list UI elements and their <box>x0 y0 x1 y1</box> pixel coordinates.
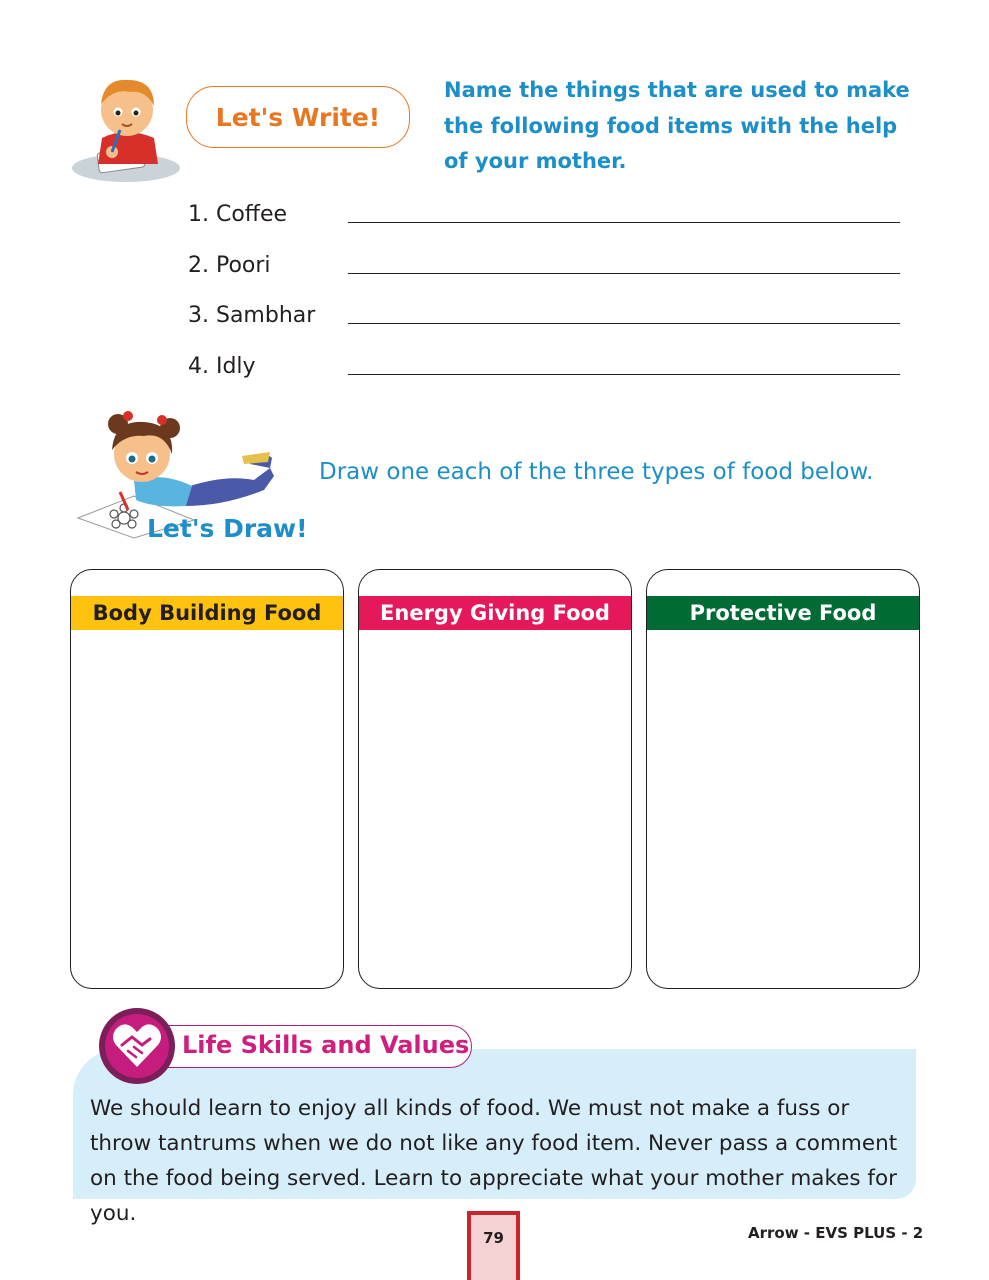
life-skills-text: We should learn to enjoy all kinds of food. We must not make a fuss or throw tantrums when we do not like any food item. Never pass a comment on the food being served. Learn to appreciate what your mother makes for you. <box>90 1096 898 1226</box>
list-item <box>188 251 900 302</box>
body-building-food-box <box>70 569 344 989</box>
food-box-header: Energy Giving Food <box>359 596 631 630</box>
energy-giving-food-box <box>358 569 632 989</box>
list-item <box>188 301 900 352</box>
food-box-header: Body Building Food <box>71 596 343 630</box>
book-title: Arrow - EVS PLUS - 2 <box>748 1224 924 1242</box>
drawing-area[interactable] <box>359 630 631 988</box>
life-skills-title: Life Skills and Values <box>182 1031 470 1059</box>
list-item <box>188 200 900 251</box>
lets-write-badge <box>186 86 410 148</box>
drawing-area[interactable] <box>647 630 919 988</box>
protective-food-box <box>646 569 920 989</box>
food-box-header: Protective Food <box>647 596 919 630</box>
page-number <box>467 1211 520 1280</box>
answer-line[interactable] <box>348 323 900 324</box>
question-label: 3. Sambhar <box>188 303 316 329</box>
drawing-area[interactable] <box>71 630 343 988</box>
boy-writing-illustration <box>70 68 182 186</box>
question-label: 4. Idly <box>188 354 256 380</box>
question-list <box>188 200 900 403</box>
question-label: 2. Poori <box>188 252 271 278</box>
answer-line[interactable] <box>348 222 900 223</box>
answer-line[interactable] <box>348 273 900 274</box>
list-item <box>188 352 900 403</box>
lets-write-label: Let's Write! <box>215 102 381 132</box>
question-label: 1. Coffee <box>188 202 288 227</box>
heart-handshake-icon <box>98 1007 176 1085</box>
lets-draw-instruction: Draw one each of the three types of food below. <box>319 459 874 485</box>
answer-line[interactable] <box>348 374 900 375</box>
lets-draw-title: Let's Draw! <box>147 514 308 543</box>
page-number-label: 79 <box>483 1229 504 1247</box>
lets-write-instruction: Name the things that are used to make the following food items with the help of your mother. <box>444 78 910 173</box>
